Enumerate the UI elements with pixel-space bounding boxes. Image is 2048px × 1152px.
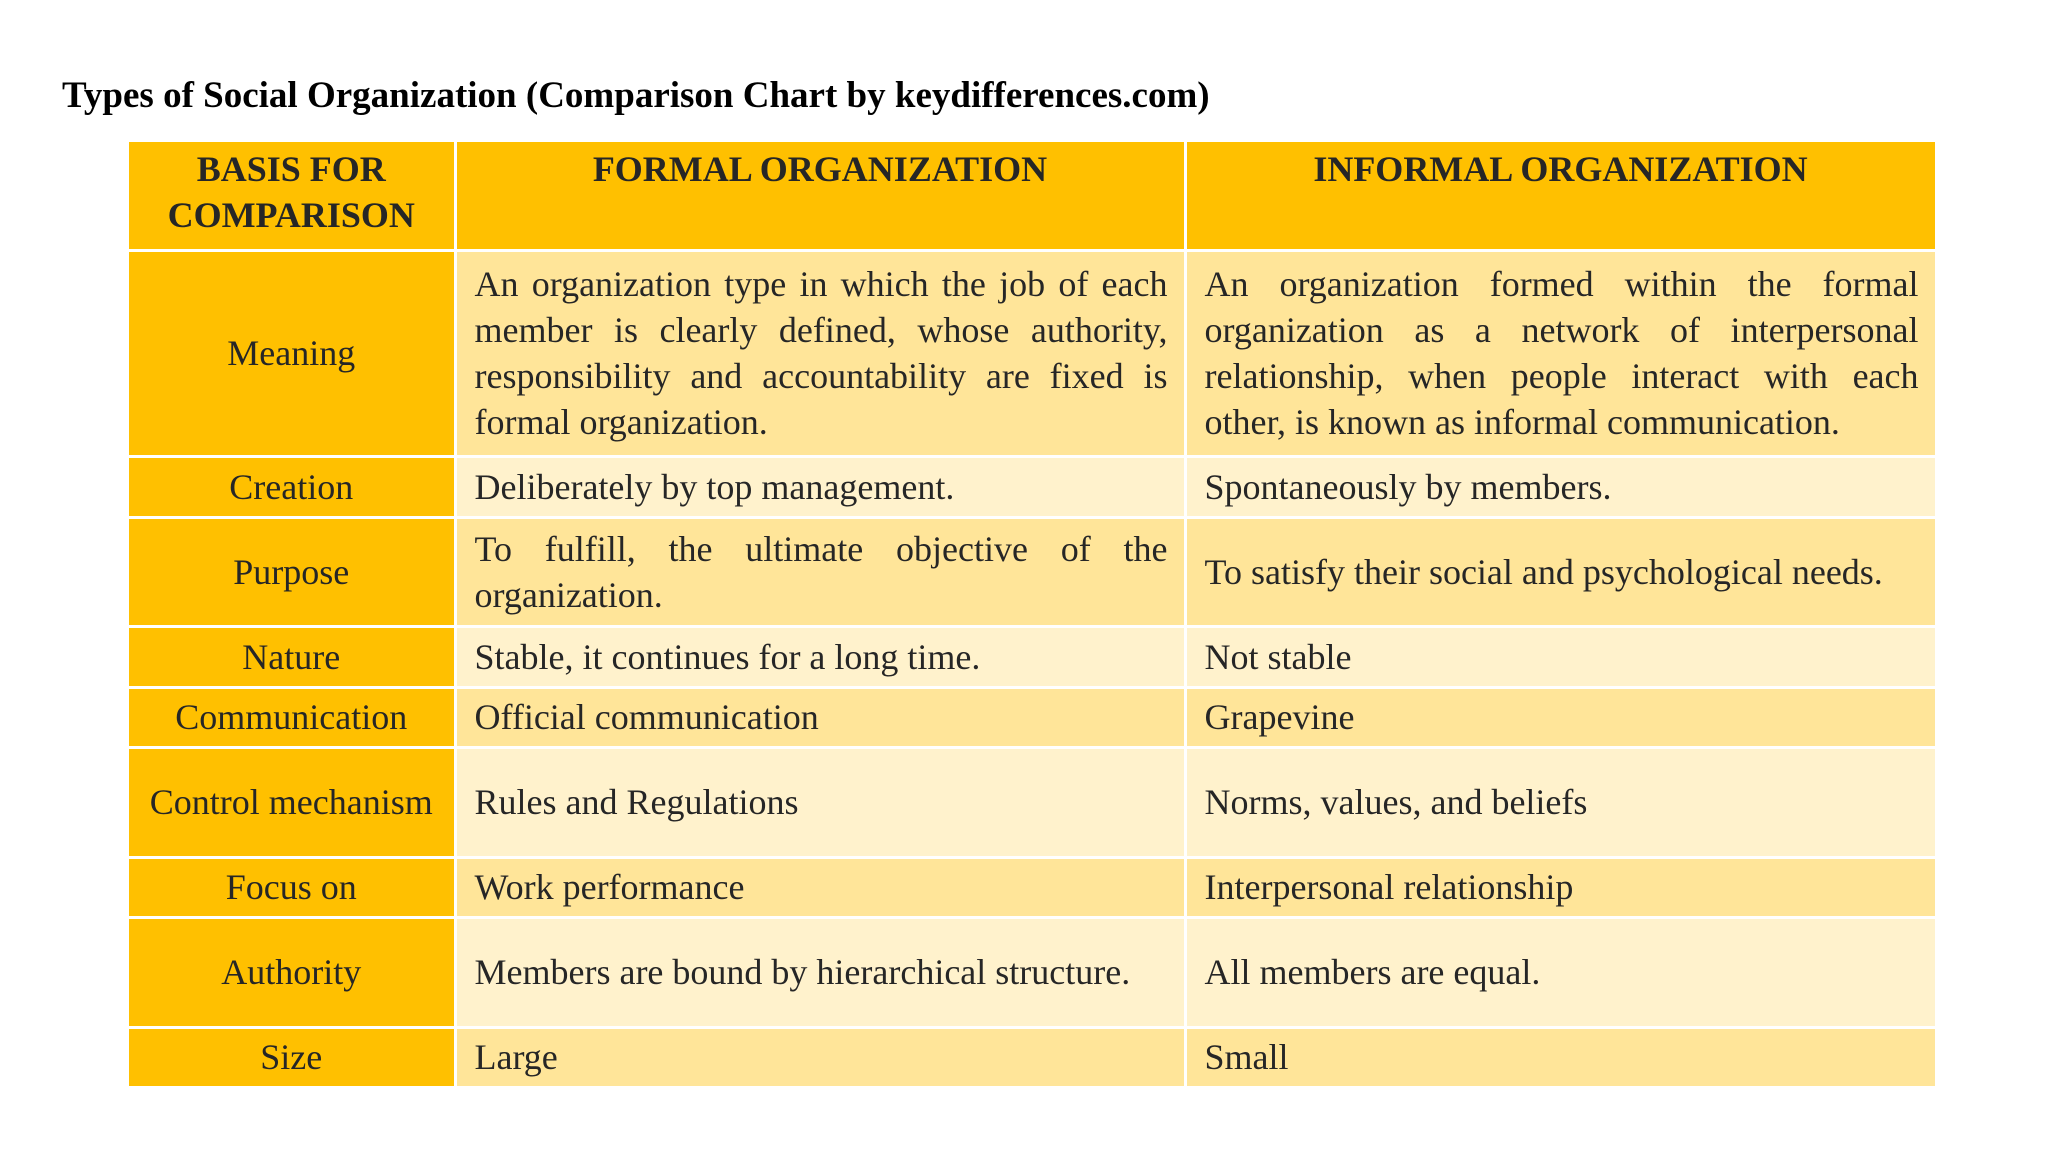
table-header-row bbox=[129, 142, 1936, 250]
table-row-focus-on bbox=[129, 857, 1936, 917]
basis-cell: Purpose bbox=[129, 517, 455, 626]
formal-cell: To fulfill, the ultimate objective of the organization. bbox=[455, 517, 1185, 626]
informal-cell: To satisfy their social and psychological needs. bbox=[1185, 517, 1936, 626]
basis-cell: Control mechanism bbox=[129, 747, 455, 857]
table-row-communication bbox=[129, 687, 1936, 747]
informal-cell: Not stable bbox=[1185, 626, 1936, 687]
header-basis: BASIS FOR COMPARISON bbox=[129, 142, 455, 250]
comparison-table bbox=[129, 142, 1938, 1089]
basis-cell: Meaning bbox=[129, 250, 455, 456]
formal-cell: Official communication bbox=[455, 687, 1185, 747]
table-row-authority bbox=[129, 917, 1936, 1027]
header-informal: INFORMAL ORGANIZATION bbox=[1185, 142, 1936, 250]
informal-cell: An organization formed within the formal organization as a network of interpersonal relationship, when people interact with each other, is known as informal communication. bbox=[1185, 250, 1936, 456]
informal-cell: Norms, values, and beliefs bbox=[1185, 747, 1936, 857]
formal-cell: Rules and Regulations bbox=[455, 747, 1185, 857]
informal-cell: Grapevine bbox=[1185, 687, 1936, 747]
basis-cell: Authority bbox=[129, 917, 455, 1027]
basis-cell: Nature bbox=[129, 626, 455, 687]
informal-cell: All members are equal. bbox=[1185, 917, 1936, 1027]
formal-cell: Large bbox=[455, 1027, 1185, 1087]
table-row-nature bbox=[129, 626, 1936, 687]
basis-cell: Focus on bbox=[129, 857, 455, 917]
table-row-meaning bbox=[129, 250, 1936, 456]
formal-cell: An organization type in which the job of each member is clearly defined, whose authority, responsibility and accountability are fixed is formal organization. bbox=[455, 250, 1185, 456]
informal-cell: Small bbox=[1185, 1027, 1936, 1087]
table-row-purpose bbox=[129, 517, 1936, 626]
basis-cell: Size bbox=[129, 1027, 455, 1087]
basis-cell: Communication bbox=[129, 687, 455, 747]
formal-cell: Stable, it continues for a long time. bbox=[455, 626, 1185, 687]
formal-cell: Deliberately by top management. bbox=[455, 456, 1185, 517]
table-row-creation bbox=[129, 456, 1936, 517]
informal-cell: Spontaneously by members. bbox=[1185, 456, 1936, 517]
header-formal: FORMAL ORGANIZATION bbox=[455, 142, 1185, 250]
table-row-control-mechanism bbox=[129, 747, 1936, 857]
formal-cell: Work performance bbox=[455, 857, 1185, 917]
basis-cell: Creation bbox=[129, 456, 455, 517]
page-title: Types of Social Organization (Comparison Chart by keydifferences.com) bbox=[62, 75, 1210, 116]
table-row-size bbox=[129, 1027, 1936, 1087]
informal-cell: Interpersonal relationship bbox=[1185, 857, 1936, 917]
formal-cell: Members are bound by hierarchical structure. bbox=[455, 917, 1185, 1027]
